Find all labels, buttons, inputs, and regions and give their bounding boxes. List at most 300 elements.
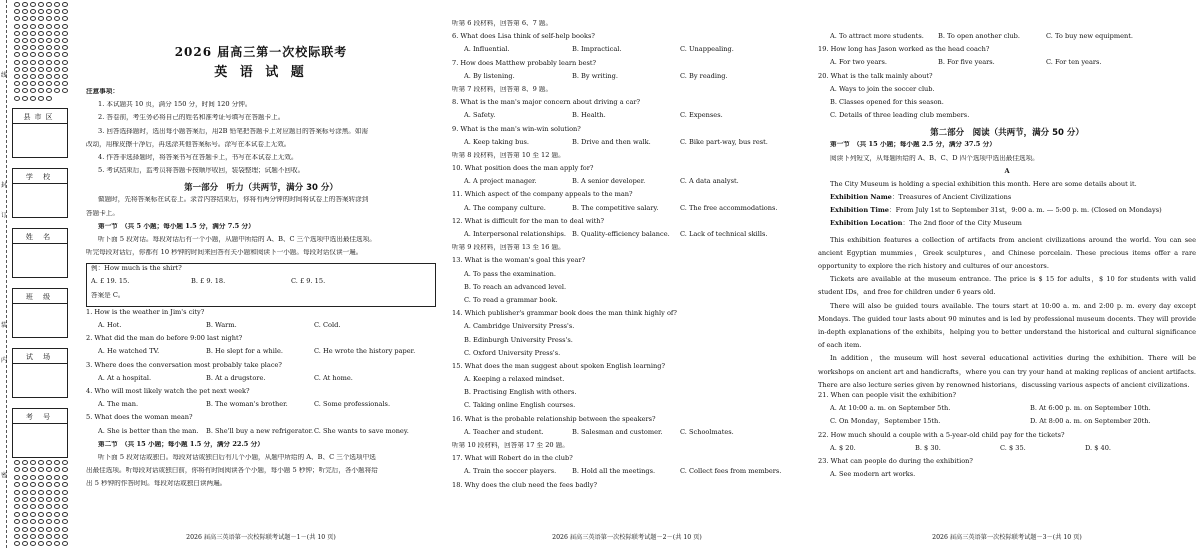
bubble [22,490,28,495]
option-c: C. To buy new equipment. [1046,33,1133,40]
bubble [62,504,68,509]
option-a: A. Safety. [464,112,496,120]
bubble [22,38,28,43]
bubble [62,527,68,532]
bubble [46,16,52,21]
bubble [62,467,68,472]
question: 12. What is difficult for the man to deal with? [452,217,605,225]
bubble [54,88,60,93]
bubble [54,534,60,539]
bubble [46,2,52,7]
part-heading: 第一部分 听力（共两节，满分 30 分） [184,183,338,194]
bubble [38,24,44,29]
bubble [14,519,20,524]
bubble [30,52,36,57]
bubble [54,2,60,7]
option-b: B. Quality-efficiency balance. [572,231,670,238]
note-line: 改动，用橡皮擦干净后，再选涂其他答案标号。涂写在本试卷上无效。 [86,140,291,148]
bubble [22,31,28,36]
bubble [30,24,36,29]
bubble [46,512,52,517]
question: 20. What is the talk mainly about? [818,72,933,80]
option: C. To read a grammar book. [464,296,558,304]
bubble [14,460,20,465]
bubble [14,81,20,86]
option-b: B. She'll buy a new refrigerator. [206,427,314,435]
bubble [30,519,36,524]
bubble [38,490,44,495]
exam-title: 2026 届高三第一次校际联考 [174,45,348,59]
exhibition-time [818,207,1196,220]
instruction-line: 听完每段对话后，你都有 10 秒钟的时间来回答有关小题和阅读下一小题。每段对话仅读一遍。 [86,249,363,257]
bubble [62,88,68,93]
question: 19. How long has Jason worked as the head coach? [818,46,990,54]
question: 8. What is the man's major concern about driving a car? [452,99,641,107]
bubble [54,60,60,65]
bubble [62,482,68,487]
bubble [62,60,68,65]
bubble [38,512,44,517]
bubble [30,74,36,79]
example-options [91,278,431,291]
bubble [14,467,20,472]
note-line: 2. 答卷前，考生务必将自己的姓名和准考证号填写在答题卡上。 [98,114,285,122]
bubble [46,541,52,546]
option-a: A. For two years. [830,59,887,67]
option-a: A. By listening. [464,72,515,80]
option-row [86,428,436,441]
bubble [14,534,20,539]
bubble [38,38,44,43]
option-row [818,33,1196,46]
bubble [22,527,28,532]
option: C. Details of three leading club members. [830,112,970,120]
question-list [86,309,436,441]
bubble [14,16,20,21]
exhibition-name [818,194,1196,207]
bubble [22,460,28,465]
bubble [22,74,28,79]
bubble [22,88,28,93]
page-1 [86,0,436,548]
option-row [86,401,436,414]
page-2 [452,0,802,548]
bubble [22,16,28,21]
option-c: C. $ 35. [1000,444,1026,452]
option-b: B. At a drugstore. [206,374,266,382]
field-label: 试 场 [25,353,55,361]
option-a: A. Influential. [464,46,510,54]
paragraph: There will also be guided tours available. The tours start at 10:00 a. m. and 2:00 p. m. every day except Mondays. The guided tour lasts about 90 minutes and is led by professional museum docents. They will provide in-depth explanations of the exhibits，helping you to better understand the historical and cultural significance of each item. [818,301,1196,350]
bubble [62,512,68,517]
bubble [14,45,20,50]
option-d: D. At 8:00 a. m. on September 20th. [1030,418,1151,426]
cut-label: 装 [1,322,8,329]
option-b: B. Drive and then walk. [572,138,651,146]
option-row [452,468,802,481]
bubble [14,88,20,93]
value: ：From July 1st to September 31st，9:00 a. m. — 5:00 p. m. (Closed on Mondays) [889,207,1162,215]
bubble [54,490,60,495]
note-line: 1. 本试题共 10 页，满分 150 分，时间 120 分钟。 [98,101,252,109]
bubble [22,24,28,29]
field-label: 姓 名 [25,233,55,241]
label: Exhibition Location [830,220,903,228]
option-c: C. He wrote the history paper. [314,348,416,356]
question: 16. What is the probable relationship between the speakers? [452,415,656,423]
field-label: 学 校 [25,173,55,181]
option-row [86,348,436,361]
bubble [46,67,52,72]
bubble [14,482,20,487]
option-b: B. For five years. [938,59,995,67]
bubble [54,38,60,43]
bubble [30,81,36,86]
bubble [30,45,36,50]
bubble [54,31,60,36]
bubble [30,467,36,472]
bubble [22,60,28,65]
bubble [46,504,52,509]
option-b: B. By writing. [572,72,618,80]
option-c: C. Schoolmates. [680,428,734,436]
option: B. Edinburgh University Press's. [464,336,573,344]
question: 3. Where does the conversation most probably take place? [86,361,282,369]
question: 11. Which aspect of the company appeals to the man? [452,191,633,199]
part-heading: 第二部分 阅读（共两节，满分 50 分） [930,128,1084,139]
option-b: B. The competitive salary. [572,204,659,212]
option-a: A. She is better than the man. [98,427,199,435]
example-question: 例：How much is the shirt? [91,265,182,273]
bubble [22,534,28,539]
question: 9. What is the man's win-win solution? [452,125,581,133]
bubble [46,24,52,29]
value: ：The 2nd floor of the City Museum [902,220,1022,228]
bubble [46,45,52,50]
question: 23. What can people do during the exhibition? [818,458,973,465]
option-c: C. By reading. [680,72,728,80]
option-a: A. $ 20. [830,444,856,452]
bubble [38,74,44,79]
bubble [14,96,20,101]
label: Exhibition Name [830,194,892,202]
field-box-county[interactable] [12,108,68,158]
bubble [54,482,60,487]
bubble [14,497,20,502]
option-c: C. Collect fees from members. [680,468,782,476]
field-box-name[interactable] [12,228,68,278]
bubble [46,81,52,86]
bubble [54,67,60,72]
bubble [22,52,28,57]
bubble [62,2,68,7]
bubble [30,60,36,65]
bubble [22,45,28,50]
bubble [22,512,28,517]
bubble [14,60,20,65]
bubble [14,52,20,57]
option-b: B. At 6:00 p. m. on September 10th. [1030,405,1151,413]
option-row [818,59,1196,72]
bubble [46,31,52,36]
option-row [452,139,802,152]
bubble [62,475,68,480]
cut-label: 线 [1,72,8,79]
bubble [38,31,44,36]
bubble [30,67,36,72]
option-b: B. $ 30. [915,444,941,452]
bubble [54,527,60,532]
option: A. To pass the examination. [464,270,556,278]
option: A. Ways to join the soccer club. [830,85,935,93]
question: 13. What is the woman's goal this year? [452,257,586,265]
bubble [62,519,68,524]
value: ：Treasures of Ancient Civilizations [891,194,1012,202]
field-box-school[interactable] [12,168,68,218]
bubble [62,31,68,36]
bubble [38,88,44,93]
option-c: C. Lack of technical skills. [680,231,768,238]
bubble [46,60,52,65]
bubble [54,460,60,465]
bubble [62,490,68,495]
bubble [22,9,28,14]
bubble [54,541,60,546]
question: 17. What will Robert do in the club? [452,455,573,463]
bubble [30,16,36,21]
bubble [38,60,44,65]
bubble [46,482,52,487]
option-b: B. Impractical. [572,46,622,54]
option-c: C. Expenses. [680,112,723,120]
bubble [30,88,36,93]
bubble [46,38,52,43]
section-heading: 第二节 （共 15 小题；每小题 1.5 分，满分 22.5 分） [98,440,264,448]
bubble [30,527,36,532]
bubble [46,497,52,502]
question: 7. How does Matthew probably learn best? [452,59,597,67]
instruction-line: 阅读下列短文，从每题所给的 A、B、C、D 四个选项中选出最佳选项。 [830,154,1039,162]
bubble [30,38,36,43]
bubble [38,467,44,472]
option-a: A. Keep taking bus. [464,138,530,146]
question: 10. What position does the man apply for? [452,165,594,173]
option-row [452,205,802,218]
bubble [46,527,52,532]
bubble [46,534,52,539]
option: A. Cambridge University Press's. [464,323,575,331]
instruction-line: 出 5 秒钟的作答时间。每段对话或独白读两遍。 [86,480,227,488]
example-box [86,263,436,307]
option-row [452,73,802,86]
field-box-exam-room[interactable] [12,348,68,398]
bubble [46,96,52,101]
note-line: 3. 回答选择题时，选出每小题答案后，用2B 铅笔把答题卡上对应题目的答案标号涂黑。如需 [98,127,369,135]
option-row [452,429,802,442]
bubble [14,527,20,532]
option-c: C. Unappealing. [680,46,734,54]
bubble [14,24,20,29]
bubble [46,88,52,93]
option-a: A. Train the soccer players. [464,468,557,476]
question: 1. How is the weather in Jim's city? [86,308,205,316]
bubble [62,16,68,21]
option-b: B. Warm. [206,322,237,329]
bubble [46,519,52,524]
option-c: C. Some professionals. [314,401,391,409]
bubble [38,482,44,487]
option-c: C. For ten years. [1046,59,1102,67]
example-answer: 答案是 C。 [91,291,125,299]
bubble [46,52,52,57]
option-row [86,375,436,388]
option-row [452,178,802,191]
bubble [30,490,36,495]
bubble [62,497,68,502]
cut-label: 内 [1,357,8,364]
option-b: B. A senior developer. [572,178,646,186]
bubble [54,512,60,517]
bubble [54,52,60,57]
paragraph: This exhibition features a collection of artifacts from ancient civilizations around the world. You can see ancient Egyptian mummies，Greek sculptures，and Chinese porcelain. These precious items offer a rare opportunity to explore the rich history and cultures of our ancestors. [818,235,1196,271]
bubble [30,482,36,487]
bubble [54,9,60,14]
option-b: B. Health. [572,112,606,120]
option-a: A. Teacher and student. [464,428,544,436]
bubble [30,31,36,36]
bubble [38,504,44,509]
material-heading: 听第 8 段材料，回答第 10 至 12 题。 [452,151,565,159]
section-heading: 第一节 （共 5 小题；每小题 1.5 分，满分 7.5 分） [98,222,255,230]
question: 15. What does the man suggest about spoken English learning? [452,362,665,370]
passage-letter: A [1004,167,1010,175]
bubble [38,527,44,532]
page-footer: 2026 届高三英语第一次校际联考试题－3－(共 10 页) [932,534,1082,542]
field-label: 考 号 [25,413,55,421]
bubble [38,541,44,546]
bubble [38,460,44,465]
bubble [62,74,68,79]
bubble [30,541,36,546]
bubble [14,490,20,495]
question: 5. What does the woman mean? [86,414,193,422]
bubble [14,475,20,480]
bubble [14,512,20,517]
option-a: A. £ 19. 15. [91,278,130,286]
question: 4. Who will most likely watch the pet next week? [86,387,250,395]
bubble [38,67,44,72]
binding-stub [0,0,80,548]
bubble [30,534,36,539]
bubble [54,45,60,50]
field-box-exam-number[interactable] [12,408,68,458]
bubble [46,9,52,14]
bubble [38,16,44,21]
option-row [452,46,802,59]
option-row [818,418,1196,431]
bubble [38,534,44,539]
bubble [30,9,36,14]
bubble [54,519,60,524]
option-a: A. At a hospital. [98,374,152,382]
option-a: A. A project manager. [464,178,537,186]
passage-intro: The City Museum is holding a special exhibition this month. Here are some details about it. [830,180,1137,188]
option-b: B. £ 9. 18. [191,278,226,286]
bubble [22,497,28,502]
note-line: 4. 作答非选择题时，将答案书写在答题卡上，书写在本试卷上无效。 [98,153,298,161]
bubble [54,497,60,502]
option: B. Classes opened for this season. [830,98,944,106]
page-footer: 2026 届高三英语第一次校际联考试题－1－(共 10 页) [186,534,336,542]
option-d: D. $ 40. [1085,444,1112,452]
bubble [38,9,44,14]
bubble [22,2,28,7]
bubble [54,467,60,472]
bubble [54,81,60,86]
option-c: C. The free accommodations. [680,204,778,212]
option-b: B. Salesman and customer. [572,428,663,436]
bubble [62,81,68,86]
option-a: A. He watched TV. [98,348,160,356]
option-c: C. She wants to save money. [314,427,409,435]
bubble [62,24,68,29]
bubble [30,497,36,502]
bubble [14,38,20,43]
option-row [452,231,802,244]
bubble [38,96,44,101]
option: C. Taking online English courses. [464,402,576,410]
bubble [62,38,68,43]
bubble [46,475,52,480]
bubble [62,460,68,465]
instruction-line: 听下面 5 段对话或独白。每段对话或独白后有几个小题，从题中所给的 A、B、C 三个选项中选 [98,453,376,461]
instruction-line: 听下面 5 段对话。每段对话后有一个小题，从题中所给的 A、B、C 三个选项中选出最佳选项。 [98,235,376,243]
cut-label: 密 [1,472,8,479]
field-box-class[interactable] [12,288,68,338]
question: 14. Which publisher's grammar book does the man think highly of? [452,310,677,318]
field-label: 班 级 [25,293,55,301]
bubble [30,512,36,517]
bubble [14,74,20,79]
option: A. Keeping a relaxed mindset. [464,376,565,384]
option-b: B. The woman's brother. [206,401,288,409]
bubble [46,74,52,79]
bubble [38,475,44,480]
bubble [14,31,20,36]
option-row [818,445,1196,458]
question-list [452,20,802,495]
option: B. Practising English with others. [464,389,577,397]
option-b: B. He slept for a while. [206,348,283,356]
bubble [14,67,20,72]
bubble [30,2,36,7]
field-label: 县市区 [23,113,57,121]
bubble [54,475,60,480]
material-heading: 听第 9 段材料，回答第 13 至 16 题。 [452,244,565,252]
bubble [62,52,68,57]
option: C. Oxford University Press's. [464,349,561,357]
exam-subtitle: 英 语 试 题 [214,65,308,80]
option-c: C. Bike part-way, bus rest. [680,138,768,146]
material-heading: 听第 10 段材料，回答第 17 至 20 题。 [452,442,569,449]
option-c: C. On Monday，September 15th. [830,418,941,426]
option-row [452,112,802,125]
option-a: A. The man. [98,401,139,409]
bubble [22,504,28,509]
instruction-line: 出最佳选项。听每段对话或独白前，你将有时间阅读各个小题，每小题 5 秒钟；听完后，各小题将给 [86,467,378,475]
bubble [54,504,60,509]
cut-label: 订 [1,212,8,219]
